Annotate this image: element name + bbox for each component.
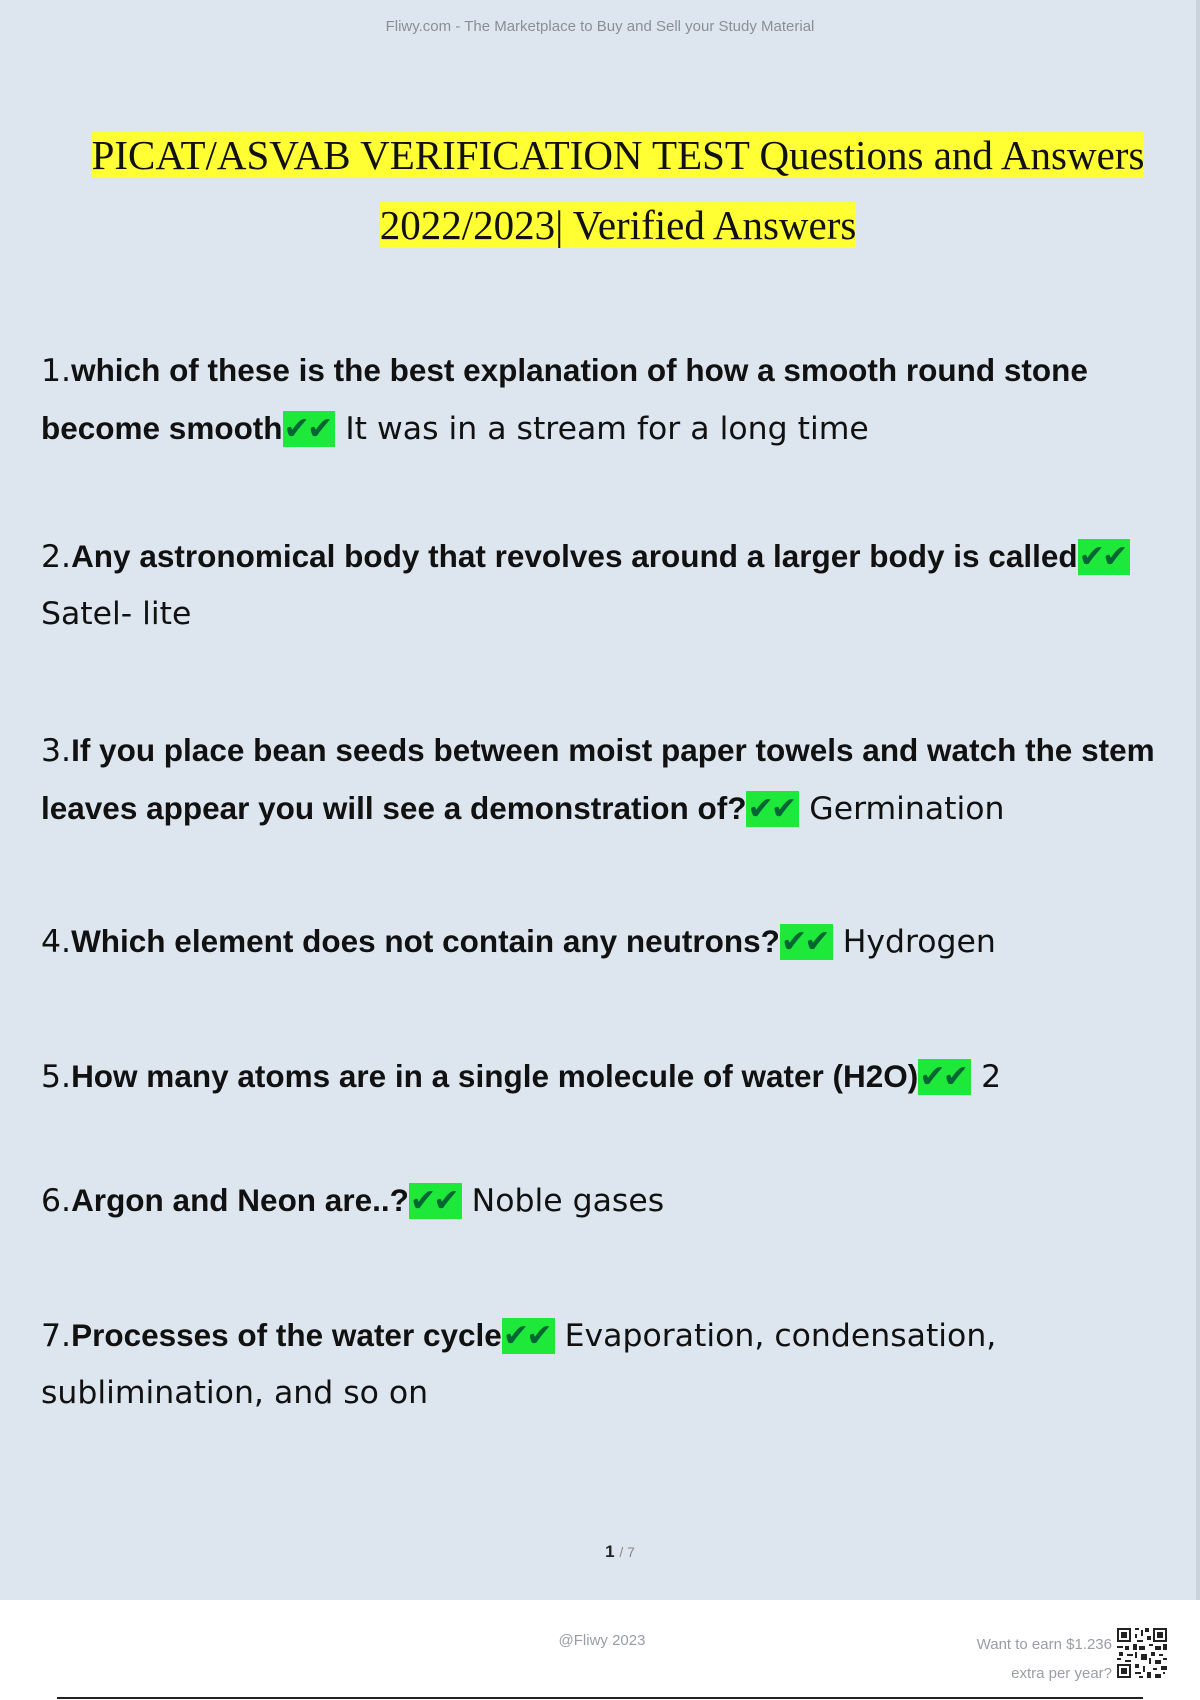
- qa-item-3: [41, 722, 1181, 838]
- page-header-text: Fliwy.com - The Marketplace to Buy and Sell your Study Material: [385, 18, 815, 35]
- qa-answer: Hydrogen: [842, 924, 996, 960]
- qa-item-5: [41, 1048, 1181, 1106]
- qa-answer: It was in a stream for a long time: [345, 411, 869, 447]
- qa-item-1: [41, 342, 1181, 458]
- qa-number: 7.: [41, 1318, 72, 1354]
- qa-number: 4.: [41, 924, 72, 960]
- check-mark-icon: ✔✔: [502, 1318, 555, 1354]
- page-footer: [0, 1600, 1200, 1700]
- qa-question: Which element does not contain any neutrons?: [71, 923, 780, 959]
- qa-number: 2.: [41, 539, 72, 575]
- qa-question: Processes of the water cycle: [71, 1317, 502, 1353]
- qa-question: Argon and Neon are..?: [71, 1182, 409, 1218]
- current-page: 1: [605, 1542, 615, 1561]
- check-mark-icon: ✔✔: [1078, 539, 1131, 575]
- qa-question: Any astronomical body that revolves around a larger body is called: [71, 538, 1078, 574]
- qa-item-6: [41, 1172, 1181, 1230]
- qa-question: How many atoms are in a single molecule of water (H2O): [71, 1058, 919, 1094]
- qa-number: 3.: [41, 733, 72, 769]
- footer-copyright: @Fliwy 2023: [558, 1632, 646, 1649]
- page-edge: [1196, 0, 1200, 1600]
- qa-number: 5.: [41, 1059, 72, 1095]
- qa-question: which of these is the best explanation of how a smooth round stone become smooth: [41, 352, 1088, 446]
- qa-answer: Evaporation, condensation, sublimination, and so on: [41, 1318, 997, 1411]
- total-pages: / 7: [619, 1544, 635, 1560]
- qa-item-4: [41, 913, 1181, 971]
- check-mark-icon: ✔✔: [918, 1059, 971, 1095]
- qa-number: 6.: [41, 1183, 72, 1219]
- qa-item-7: [41, 1307, 1181, 1422]
- qa-answer: 2: [981, 1059, 1002, 1095]
- title-line-1: PICAT/ASVAB VERIFICATION TEST Questions and Answers: [91, 132, 1145, 178]
- qa-answer: Germination: [809, 791, 1005, 827]
- qa-question: If you place bean seeds between moist paper towels and watch the stem leaves appear you will see a demonstration of?: [41, 732, 1155, 826]
- check-mark-icon: ✔✔: [283, 411, 336, 447]
- page-indicator: [0, 1542, 1200, 1562]
- document-title: [60, 120, 1176, 260]
- check-mark-icon: ✔✔: [746, 791, 799, 827]
- check-mark-icon: ✔✔: [780, 924, 833, 960]
- check-mark-icon: ✔✔: [409, 1183, 462, 1219]
- title-line-2: 2022/2023| Verified Answers: [379, 202, 857, 248]
- promo-line-1: Want to earn $1.236: [976, 1636, 1112, 1653]
- qa-answer: Satel- lite: [41, 596, 192, 632]
- qa-answer: Noble gases: [471, 1183, 665, 1219]
- qa-number: 1.: [41, 353, 72, 389]
- promo-line-2: extra per year?: [1011, 1665, 1112, 1682]
- footer-promo[interactable]: [977, 1630, 1112, 1688]
- qr-code-icon[interactable]: [1117, 1628, 1167, 1678]
- qa-item-2: [41, 528, 1181, 643]
- footer-divider: [57, 1697, 1143, 1699]
